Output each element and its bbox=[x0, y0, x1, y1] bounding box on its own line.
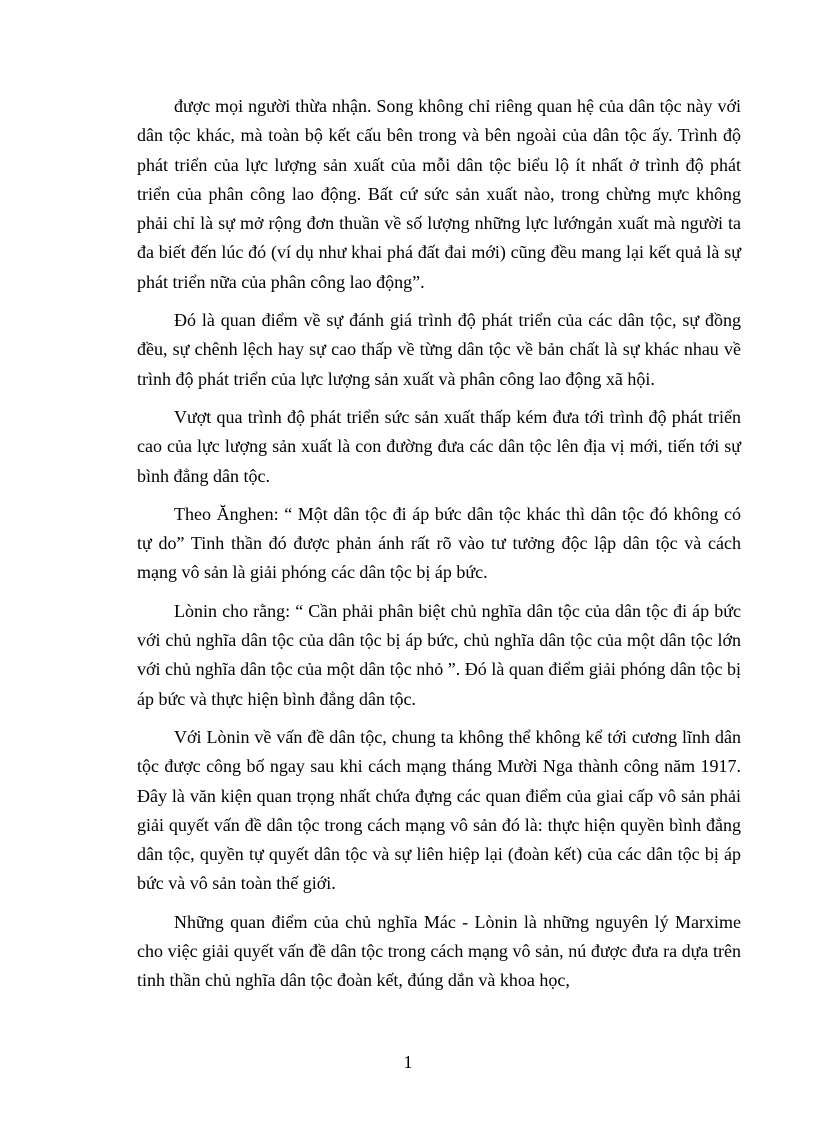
paragraph-7: Những quan điểm của chủ nghĩa Mác - Lònin là những nguyên lý Marxime cho việc giải quyết vấn đề dân tộc trong cách mạng vô sản, nú được đưa ra dựa trên tinh thần chủ nghĩa dân tộc đoàn kết, đúng dắn và khoa học, bbox=[137, 911, 741, 991]
page-number: 1 bbox=[403, 1052, 413, 1072]
paragraph-2: Đó là quan điểm về sự đánh giá trình độ phát triển của các dân tộc, sự đồng đều, sự chênh lệch hay sự cao thấp về từng dân tộc về bản chất là sự khác nhau về trình độ phát triển của lực lượng sản xuất và phân công lao động xã hội. bbox=[137, 310, 741, 389]
body-text bbox=[137, 92, 741, 1005]
paragraph-4: Theo Ănghen: “ Một dân tộc đi áp bức dân tộc khác thì dân tộc đó không có tự do” Tinh thần đó được phản ánh rất rõ vào tư tưởng độc lập dân tộc và cách mạng vô sản là giải phóng các dân tộc bị áp bức. bbox=[137, 503, 741, 583]
paragraph-5: Lònin cho rằng: “ Cần phải phân biệt chủ nghĩa dân tộc của dân tộc đi áp bức với chủ nghĩa dân tộc của dân tộc bị áp bức, chủ nghĩa dân tộc của một dân tộc lớn với chủ nghĩa dân tộc của một dân tộc nhỏ ”. Đó là quan điểm giải phóng dân tộc bị áp bức và thực hiện bình đẳng dân tộc. bbox=[137, 600, 741, 709]
paragraph-1: được mọi người thừa nhận. Song không chỉ riêng quan hệ của dân tộc này với dân tộc khác, mà toàn bộ kết cấu bên trong và bên ngoài của dân tộc ấy. Trình độ phát triển của lực lượng sản xuất của mỗi dân tộc biểu lộ ít nhất ở trình độ phát triển của phân công lao động. Bất cứ sức sản xuất nào, trong chừng mực không phải chỉ là sự mở rộng đơn thuần về số lượng những lực lướngản xuất mà người ta đa biết đến lúc đó (ví dụ như khai phá đất đai mới) cũng đều mang lại kết quả là sự phát triển nữa của phân công lao động”. bbox=[137, 96, 741, 292]
paragraph-6: Với Lònin về vấn đề dân tộc, chung ta không thể không kể tới cương lĩnh dân tộc được công bố ngay sau khi cách mạng tháng Mười Nga thành công năm 1917. Đây là văn kiện quan trọng nhất chứa đựng các quan điểm của giai cấp vô sản phải giải quyết vấn đề dân tộc trong cách mạng vô sản đó là: thực hiện quyền bình đẳng dân tộc, quyền tự quyết dân tộc và sự liên hiệp lại (đoàn kết) của các dân tộc bị áp bức và vô sản toàn thế giới. bbox=[137, 726, 741, 894]
paragraph-3: Vượt qua trình độ phát triển sức sản xuất thấp kém đưa tới trình độ phát triển cao của lực lượng sản xuất là con đường đưa các dân tộc lên địa vị mới, tiến tới sự bình đẳng dân tộc. bbox=[137, 406, 741, 486]
